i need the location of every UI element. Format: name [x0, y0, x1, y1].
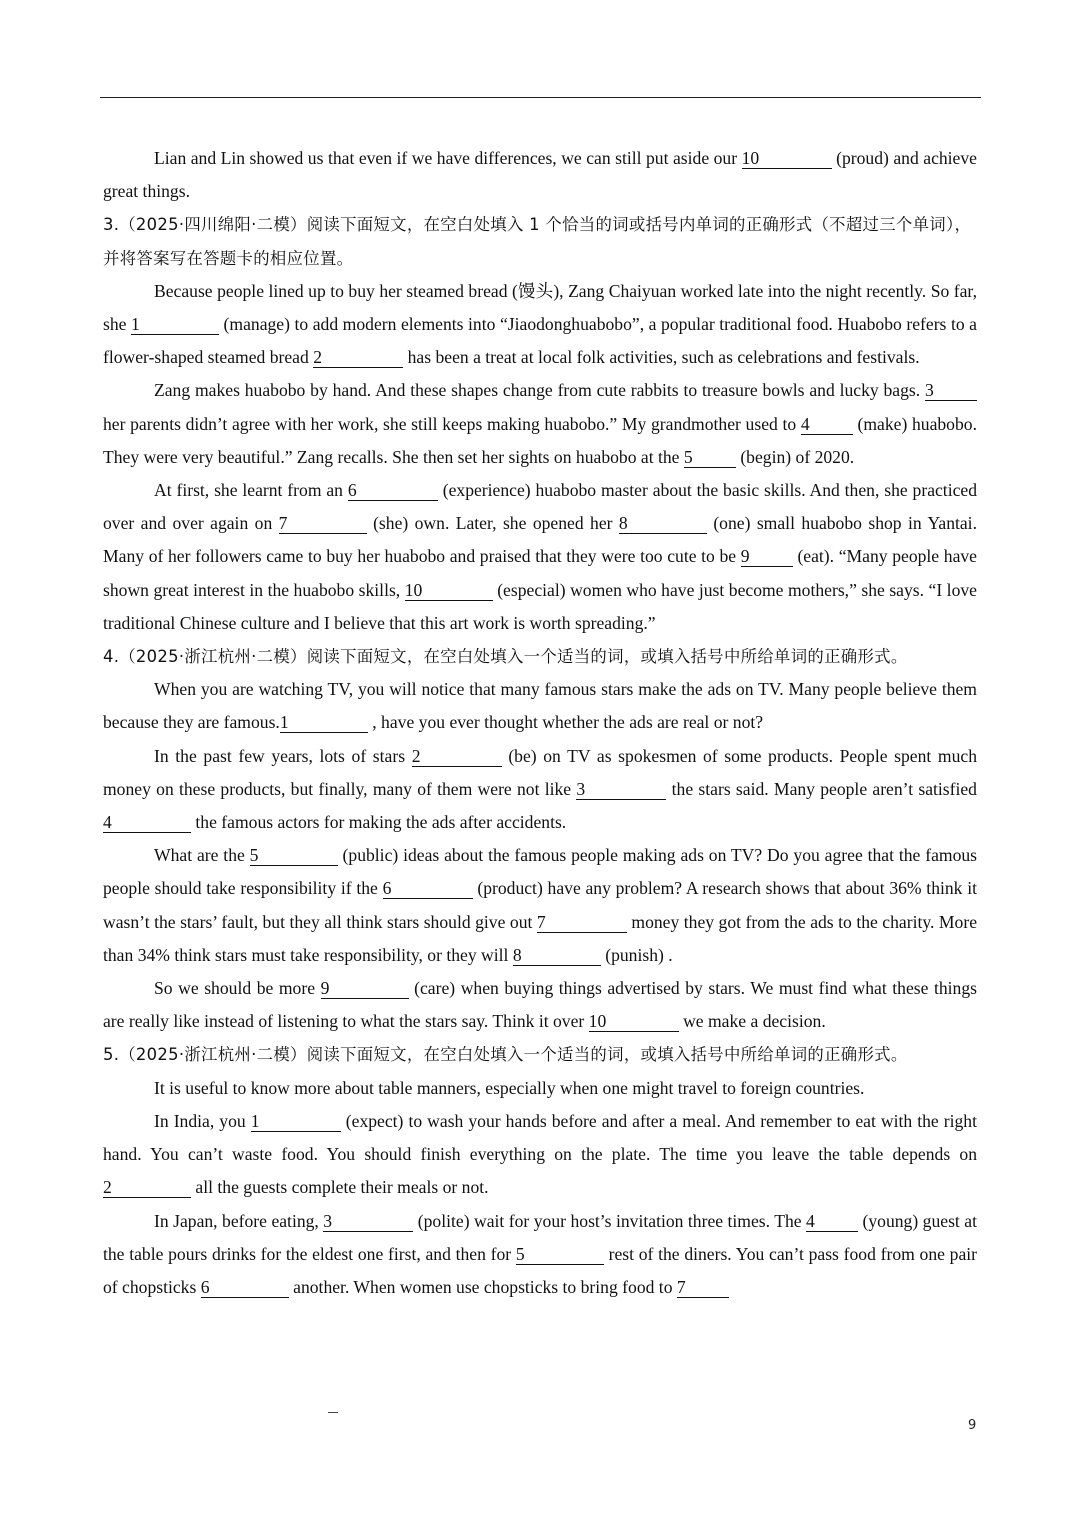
q4-paragraph-3	[103, 839, 977, 972]
text: money they got from the ads to the charity. More than 34% think stars must take responsibility, or they will	[103, 911, 978, 965]
q5-blank-7[interactable]: 7	[677, 1277, 729, 1298]
text: and achieve great things.	[103, 148, 977, 202]
text: (polite) wait for your host’s invitation three times. The	[417, 1210, 802, 1231]
q3-blank-7[interactable]: 7	[279, 513, 367, 534]
q3-blank-2[interactable]: 2	[313, 347, 403, 368]
text: , have you ever thought whether the ads are real or not?	[372, 712, 764, 733]
text: (public) ideas about the famous people making ads on TV? Do you agree that the famous people should take responsibility if the	[103, 845, 978, 899]
text: all the guests complete their meals or not.	[195, 1177, 489, 1198]
text: (make) huabobo. They were very beautiful.” Zang recalls. She then set her sights on huabobo at the	[103, 413, 977, 467]
text: (expect) to wash your hands before and after a meal. And remember to eat with the right hand. You can’t waste food. You should finish everything on the plate. The time you leave the table depends on	[103, 1110, 977, 1165]
q3-blank-9[interactable]: 9	[741, 546, 793, 567]
text: At first, she learnt from an	[154, 480, 343, 501]
text: (one) small huabobo shop in Yantai. Many of her followers came to buy her huabobo and praised that they were too cute to be	[103, 513, 977, 567]
q4-paragraph-4	[103, 972, 977, 1038]
document-body	[103, 142, 977, 1304]
text: we make a decision.	[683, 1011, 826, 1032]
text: (young) guest at the table pours drinks for the eldest one first, and then for	[103, 1210, 977, 1264]
text: rest of the diners. You can’t pass food from one pair of chopsticks	[103, 1243, 978, 1297]
prev-passage-paragraph	[103, 142, 977, 208]
q4-paragraph-1	[103, 673, 977, 739]
question-3-title: 3.（2025·四川绵阳·二模）阅读下面短文，在空白处填入 1 个恰当的词或括号内单词的正确形式（不超过三个单词），并将答案写在答题卡的相应位置。	[103, 215, 972, 268]
text: (be) on TV as spokesmen of some products. People spent much money on these products, but finally, many of them were not like	[103, 745, 977, 799]
text: the stars said. Many people aren’t satisfied	[671, 778, 977, 799]
text: another. When women use chopsticks to bring food to	[293, 1276, 673, 1297]
text: has been a treat at local folk activities, such as celebrations and festivals.	[407, 347, 920, 368]
text: So we should be more	[154, 978, 316, 999]
question-4-title: 4.（2025·浙江杭州·二模）阅读下面短文，在空白处填入一个适当的词，或填入括号中所给单词的正确形式。	[103, 647, 908, 667]
text: In the past few years, lots of stars	[154, 745, 406, 766]
q4-blank-6[interactable]: 6	[383, 878, 473, 899]
blank-10[interactable]: 10	[742, 148, 832, 169]
text: (care) when buying things advertised by stars. We must find what these things are really like instead of listening to what the stars say. Think it over	[103, 978, 977, 1032]
q3-blank-3[interactable]: 3	[925, 380, 977, 401]
q5-paragraph-2	[103, 1105, 977, 1205]
text: (she) own. Later, she opened her	[373, 513, 613, 534]
q4-blank-5[interactable]: 5	[250, 845, 338, 866]
q4-paragraph-2	[103, 740, 977, 840]
q5-blank-6[interactable]: 6	[201, 1277, 289, 1298]
text: Lian and Lin showed us that even if we have differences, we can still put aside our	[154, 148, 738, 168]
q3-paragraph-1	[103, 275, 977, 375]
text: When you are watching TV, you will notice that many famous stars make the ads on TV. Many people believe them because they are famous.	[103, 679, 977, 733]
q4-blank-4[interactable]: 4	[103, 812, 191, 833]
q5-paragraph-3	[103, 1205, 977, 1305]
question-5-title: 5.（2025·浙江杭州·二模）阅读下面短文，在空白处填入一个适当的词，或填入括号中所给单词的正确形式。	[103, 1045, 908, 1065]
text: (product) have any problem? A research shows that about 36% think it wasn’t the stars’ fault, but they all think stars should give out	[103, 878, 977, 932]
text: (manage) to add modern elements into “Jiaodonghuabobo”, a popular traditional food. Huabobo refers to a flower-shaped steamed bread	[103, 314, 977, 368]
text: her parents didn’t agree with her work, she still keeps making huabobo.” My grandmother used to	[103, 413, 797, 434]
q4-blank-10[interactable]: 10	[589, 1011, 679, 1032]
text: In Japan, before eating,	[154, 1210, 319, 1231]
text: (begin) of 2020.	[740, 446, 855, 467]
q4-blank-9[interactable]: 9	[321, 978, 409, 999]
q4-blank-2[interactable]: 2	[412, 746, 502, 767]
text: What are the	[154, 845, 245, 866]
q5-blank-4[interactable]: 4	[806, 1211, 858, 1232]
q3-blank-6[interactable]: 6	[348, 480, 438, 501]
q3-blank-1[interactable]: 1	[131, 314, 219, 335]
q3-blank-8[interactable]: 8	[619, 513, 707, 534]
q5-blank-5[interactable]: 5	[516, 1244, 604, 1265]
text: Because people lined up to buy her steamed bread (馒头), Zang Chaiyuan worked late into the night recently. So far, she	[103, 280, 977, 335]
hint: (proud)	[836, 148, 889, 168]
q5-paragraph-1: It is useful to know more about table manners, especially when one might travel to foreign countries.	[154, 1077, 865, 1098]
text: Zang makes huabobo by hand. And these shapes change from cute rabbits to treasure bowls and lucky bags.	[154, 380, 921, 401]
q3-blank-10[interactable]: 10	[405, 580, 493, 601]
q4-blank-3[interactable]: 3	[576, 779, 666, 800]
q3-blank-4[interactable]: 4	[801, 414, 853, 435]
q5-blank-3[interactable]: 3	[323, 1211, 413, 1232]
q4-blank-1[interactable]: 1	[280, 712, 368, 733]
q5-blank-1[interactable]: 1	[251, 1111, 341, 1132]
q4-blank-7[interactable]: 7	[537, 912, 627, 933]
q3-paragraph-2	[103, 374, 977, 474]
q3-blank-5[interactable]: 5	[684, 447, 736, 468]
text: In India, you	[154, 1110, 246, 1131]
text: (punish) .	[605, 944, 673, 965]
text: the famous actors for making the ads after accidents.	[195, 812, 567, 833]
q5-blank-2[interactable]: 2	[103, 1177, 191, 1198]
footer-mark	[328, 1412, 338, 1413]
text: (eat). “Many people have shown great interest in the huabobo skills,	[103, 546, 977, 600]
q3-paragraph-3	[103, 474, 977, 640]
page-number: 9	[968, 1418, 977, 1433]
text: (experience) huabobo master about the basic skills. And then, she practiced over and over again on	[103, 480, 978, 534]
text: (especial) women who have just become mothers,” she says. “I love traditional Chinese culture and I believe that this art work is worth spreading.”	[103, 579, 977, 633]
header-rule	[100, 97, 981, 98]
q4-blank-8[interactable]: 8	[513, 945, 601, 966]
